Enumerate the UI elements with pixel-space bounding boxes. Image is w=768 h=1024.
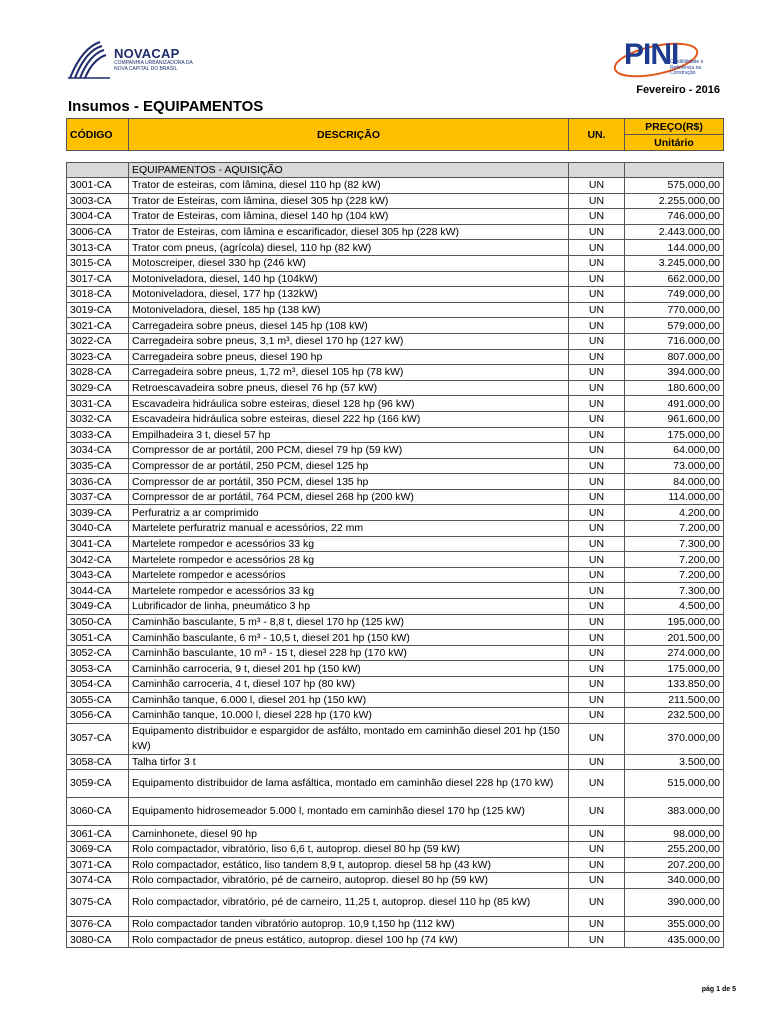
- row-description: Caminhão tanque, 6.000 l, diesel 201 hp (150 kW): [129, 692, 569, 708]
- table-row: [67, 224, 724, 240]
- table-row: [67, 770, 724, 798]
- row-price: 3.245.000,00: [625, 255, 724, 271]
- row-unit: UN: [569, 209, 625, 225]
- table-row: [67, 841, 724, 857]
- row-code: 3036-CA: [67, 474, 129, 490]
- row-description: Rolo compactador, vibratório, pé de carneiro, 11,25 t, autoprop. diesel 110 hp (85 kW): [129, 888, 569, 916]
- row-price: 4.200,00: [625, 505, 724, 521]
- row-price: 255.200,00: [625, 841, 724, 857]
- table-row: [67, 723, 724, 754]
- table-row: [67, 645, 724, 661]
- pini-subtitle: Credibilidade e Referência na Construção: [670, 59, 704, 76]
- row-description: Carregadeira sobre pneus, diesel 145 hp (108 kW): [129, 318, 569, 334]
- row-unit: UN: [569, 333, 625, 349]
- table-row: [67, 380, 724, 396]
- row-code: 3050-CA: [67, 614, 129, 630]
- table-row: [67, 302, 724, 318]
- row-unit: UN: [569, 708, 625, 724]
- table-row: [67, 411, 724, 427]
- table-row: [67, 677, 724, 693]
- header-code: CÓDIGO: [67, 119, 129, 151]
- row-price: 7.300,00: [625, 536, 724, 552]
- row-price: 435.000,00: [625, 932, 724, 948]
- table-row: [67, 888, 724, 916]
- table-row: [67, 474, 724, 490]
- header-price-unit: Unitário: [625, 135, 724, 151]
- row-code: 3021-CA: [67, 318, 129, 334]
- row-unit: UN: [569, 536, 625, 552]
- section-row: [67, 163, 724, 178]
- table-row: [67, 458, 724, 474]
- row-code: 3069-CA: [67, 841, 129, 857]
- table-row: [67, 754, 724, 770]
- row-description: Carregadeira sobre pneus, diesel 190 hp: [129, 349, 569, 365]
- row-description: Motoscreiper, diesel 330 hp (246 kW): [129, 255, 569, 271]
- row-price: 961.600,00: [625, 411, 724, 427]
- row-price: 73.000,00: [625, 458, 724, 474]
- row-price: 770.000,00: [625, 302, 724, 318]
- row-description: Trator de esteiras, com lâmina, diesel 110 hp (82 kW): [129, 178, 569, 194]
- row-code: 3055-CA: [67, 692, 129, 708]
- row-code: 3017-CA: [67, 271, 129, 287]
- row-price: 211.500,00: [625, 692, 724, 708]
- row-description: Retroescavadeira sobre pneus, diesel 76 hp (57 kW): [129, 380, 569, 396]
- row-code: 3006-CA: [67, 224, 129, 240]
- row-description: Caminhão basculante, 6 m³ - 10,5 t, diesel 201 hp (150 kW): [129, 630, 569, 646]
- header-price: PREÇO(R$): [625, 119, 724, 135]
- row-code: 3071-CA: [67, 857, 129, 873]
- row-code: 3060-CA: [67, 798, 129, 826]
- row-price: 746.000,00: [625, 209, 724, 225]
- row-unit: UN: [569, 224, 625, 240]
- row-unit: UN: [569, 873, 625, 889]
- row-unit: UN: [569, 723, 625, 754]
- row-code: 3049-CA: [67, 599, 129, 615]
- novacap-logo: [66, 38, 206, 82]
- row-price: 232.500,00: [625, 708, 724, 724]
- row-unit: UN: [569, 474, 625, 490]
- row-price: 7.200,00: [625, 567, 724, 583]
- row-unit: UN: [569, 552, 625, 568]
- row-unit: UN: [569, 365, 625, 381]
- row-description: Caminhão carroceria, 4 t, diesel 107 hp (80 kW): [129, 677, 569, 693]
- row-unit: UN: [569, 458, 625, 474]
- table-row: [67, 630, 724, 646]
- row-price: 133.850,00: [625, 677, 724, 693]
- table-row: [67, 209, 724, 225]
- row-description: Compressor de ar portátil, 350 PCM, diesel 135 hp: [129, 474, 569, 490]
- row-description: Caminhão carroceria, 9 t, diesel 201 hp (150 kW): [129, 661, 569, 677]
- row-code: 3031-CA: [67, 396, 129, 412]
- row-code: 3028-CA: [67, 365, 129, 381]
- row-price: 370.000,00: [625, 723, 724, 754]
- row-unit: UN: [569, 396, 625, 412]
- row-code: 3015-CA: [67, 255, 129, 271]
- row-description: Trator de Esteiras, com lâmina, diesel 305 hp (228 kW): [129, 193, 569, 209]
- row-description: Motoniveladora, diesel, 177 hp (132kW): [129, 287, 569, 303]
- row-unit: UN: [569, 287, 625, 303]
- row-unit: UN: [569, 567, 625, 583]
- table-row: [67, 614, 724, 630]
- row-code: 3075-CA: [67, 888, 129, 916]
- table-row: [67, 692, 724, 708]
- row-code: 3019-CA: [67, 302, 129, 318]
- header-description: DESCRIÇÃO: [129, 119, 569, 151]
- row-code: 3023-CA: [67, 349, 129, 365]
- row-price: 807.000,00: [625, 349, 724, 365]
- row-code: 3040-CA: [67, 521, 129, 537]
- price-table: [66, 118, 724, 948]
- row-description: Martelete rompedor e acessórios 33 kg: [129, 536, 569, 552]
- row-description: Escavadeira hidráulica sobre esteiras, diesel 128 hp (96 kW): [129, 396, 569, 412]
- row-unit: UN: [569, 489, 625, 505]
- row-code: 3074-CA: [67, 873, 129, 889]
- row-code: 3041-CA: [67, 536, 129, 552]
- novacap-emblem-icon: [66, 38, 112, 82]
- row-price: 515.000,00: [625, 770, 724, 798]
- row-description: Carregadeira sobre pneus, 3,1 m³, diesel 170 hp (127 kW): [129, 333, 569, 349]
- row-unit: UN: [569, 770, 625, 798]
- row-unit: UN: [569, 932, 625, 948]
- row-unit: UN: [569, 888, 625, 916]
- row-unit: UN: [569, 645, 625, 661]
- row-price: 180.600,00: [625, 380, 724, 396]
- row-description: Perfuratriz a ar comprimido: [129, 505, 569, 521]
- table-row: [67, 521, 724, 537]
- table-row: [67, 916, 724, 932]
- row-price: 7.200,00: [625, 521, 724, 537]
- row-description: Compressor de ar portátil, 764 PCM, diesel 268 hp (200 kW): [129, 489, 569, 505]
- row-unit: UN: [569, 857, 625, 873]
- table-row: [67, 826, 724, 842]
- row-price: 274.000,00: [625, 645, 724, 661]
- row-description: Martelete rompedor e acessórios: [129, 567, 569, 583]
- row-code: 3013-CA: [67, 240, 129, 256]
- row-description: Trator de Esteiras, com lâmina e escarificador, diesel 305 hp (228 kW): [129, 224, 569, 240]
- row-price: 2.255.000,00: [625, 193, 724, 209]
- table-row: [67, 396, 724, 412]
- row-price: 2.443.000,00: [625, 224, 724, 240]
- row-price: 355.000,00: [625, 916, 724, 932]
- row-description: Trator com pneus, (agrícola) diesel, 110 hp (82 kW): [129, 240, 569, 256]
- row-unit: UN: [569, 841, 625, 857]
- row-unit: UN: [569, 302, 625, 318]
- table-row: [67, 287, 724, 303]
- table-row: [67, 708, 724, 724]
- row-code: 3051-CA: [67, 630, 129, 646]
- row-description: Caminhão tanque, 10.000 l, diesel 228 hp (170 kW): [129, 708, 569, 724]
- header-unit: UN.: [569, 119, 625, 151]
- table-row: [67, 567, 724, 583]
- page-title: Insumos - EQUIPAMENTOS: [68, 98, 264, 115]
- row-description: Equipamento distribuidor e espargidor de asfálto, montado em caminhão diesel 201 hp (150 kW): [129, 723, 569, 754]
- table-row: [67, 661, 724, 677]
- row-code: 3052-CA: [67, 645, 129, 661]
- row-price: 114.000,00: [625, 489, 724, 505]
- table-row: [67, 178, 724, 194]
- row-unit: UN: [569, 349, 625, 365]
- row-unit: UN: [569, 193, 625, 209]
- row-description: Caminhão basculante, 10 m³ - 15 t, diesel 228 hp (170 kW): [129, 645, 569, 661]
- row-description: Equipamento hidrosemeador 5.000 l, montado em caminhão diesel 170 hp (125 kW): [129, 798, 569, 826]
- row-price: 98.000,00: [625, 826, 724, 842]
- row-price: 716.000,00: [625, 333, 724, 349]
- novacap-subtitle: COMPANHIA URBANIZADORA DA NOVA CAPITAL DO BRASIL: [114, 60, 193, 72]
- row-code: 3061-CA: [67, 826, 129, 842]
- row-price: 579.000,00: [625, 318, 724, 334]
- table-row: [67, 240, 724, 256]
- row-code: 3037-CA: [67, 489, 129, 505]
- row-price: 383.000,00: [625, 798, 724, 826]
- row-unit: UN: [569, 240, 625, 256]
- row-code: 3035-CA: [67, 458, 129, 474]
- table-row: [67, 427, 724, 443]
- table-row: [67, 349, 724, 365]
- row-code: 3018-CA: [67, 287, 129, 303]
- row-price: 3.500,00: [625, 754, 724, 770]
- section-title: EQUIPAMENTOS - AQUISIÇÃO: [129, 163, 569, 178]
- row-description: Rolo compactador tanden vibratório autoprop. 10,9 t,150 hp (112 kW): [129, 916, 569, 932]
- page-number: pág 1 de 5: [701, 986, 736, 993]
- table-row: [67, 193, 724, 209]
- row-price: 201.500,00: [625, 630, 724, 646]
- row-price: 662.000,00: [625, 271, 724, 287]
- row-unit: UN: [569, 916, 625, 932]
- row-unit: UN: [569, 271, 625, 287]
- row-unit: UN: [569, 427, 625, 443]
- table-row: [67, 271, 724, 287]
- table-row: [67, 536, 724, 552]
- row-code: 3039-CA: [67, 505, 129, 521]
- row-price: 175.000,00: [625, 661, 724, 677]
- row-description: Compressor de ar portátil, 200 PCM, diesel 79 hp (59 kW): [129, 443, 569, 459]
- row-description: Motoniveladora, diesel, 185 hp (138 kW): [129, 302, 569, 318]
- row-unit: UN: [569, 380, 625, 396]
- row-description: Rolo compactador, estático, liso tandem 8,9 t, autoprop. diesel 58 hp (43 kW): [129, 857, 569, 873]
- row-code: 3059-CA: [67, 770, 129, 798]
- table-row: [67, 255, 724, 271]
- pini-logo: [612, 34, 722, 82]
- row-price: 575.000,00: [625, 178, 724, 194]
- row-price: 175.000,00: [625, 427, 724, 443]
- row-description: Compressor de ar portátil, 250 PCM, diesel 125 hp: [129, 458, 569, 474]
- row-description: Rolo compactador de pneus estático, autoprop. diesel 100 hp (74 kW): [129, 932, 569, 948]
- row-price: 64.000,00: [625, 443, 724, 459]
- row-price: 84.000,00: [625, 474, 724, 490]
- row-price: 207.200,00: [625, 857, 724, 873]
- row-code: 3043-CA: [67, 567, 129, 583]
- table-row: [67, 873, 724, 889]
- row-code: 3001-CA: [67, 178, 129, 194]
- row-code: 3032-CA: [67, 411, 129, 427]
- row-description: Trator de Esteiras, com lâmina, diesel 140 hp (104 kW): [129, 209, 569, 225]
- table-row: [67, 552, 724, 568]
- row-code: 3054-CA: [67, 677, 129, 693]
- row-unit: UN: [569, 411, 625, 427]
- row-description: Martelete rompedor e acessórios 33 kg: [129, 583, 569, 599]
- table-row: [67, 318, 724, 334]
- row-code: 3003-CA: [67, 193, 129, 209]
- row-unit: UN: [569, 318, 625, 334]
- row-unit: UN: [569, 692, 625, 708]
- row-unit: UN: [569, 443, 625, 459]
- row-description: Escavadeira hidráulica sobre esteiras, diesel 222 hp (166 kW): [129, 411, 569, 427]
- row-unit: UN: [569, 583, 625, 599]
- row-price: 144.000,00: [625, 240, 724, 256]
- row-price: 394.000,00: [625, 365, 724, 381]
- row-code: 3076-CA: [67, 916, 129, 932]
- row-code: 3022-CA: [67, 333, 129, 349]
- row-unit: UN: [569, 826, 625, 842]
- table-row: [67, 489, 724, 505]
- row-description: Martelete rompedor e acessórios 28 kg: [129, 552, 569, 568]
- table-row: [67, 443, 724, 459]
- row-unit: UN: [569, 677, 625, 693]
- row-description: Martelete perfuratriz manual e acessórios, 22 mm: [129, 521, 569, 537]
- row-price: 195.000,00: [625, 614, 724, 630]
- row-price: 340.000,00: [625, 873, 724, 889]
- row-unit: UN: [569, 505, 625, 521]
- table-row: [67, 505, 724, 521]
- row-code: 3044-CA: [67, 583, 129, 599]
- report-date: Fevereiro - 2016: [636, 84, 720, 96]
- row-description: Equipamento distribuidor de lama asfáltica, montado em caminhão diesel 228 hp (170 kW): [129, 770, 569, 798]
- table-row: [67, 798, 724, 826]
- row-description: Carregadeira sobre pneus, 1,72 m³, diesel 105 hp (78 kW): [129, 365, 569, 381]
- row-code: 3058-CA: [67, 754, 129, 770]
- row-code: 3056-CA: [67, 708, 129, 724]
- table-row: [67, 365, 724, 381]
- pini-name: PINI: [624, 38, 679, 71]
- row-price: 390.000,00: [625, 888, 724, 916]
- row-unit: UN: [569, 599, 625, 615]
- row-unit: UN: [569, 521, 625, 537]
- row-description: Talha tirfor 3 t: [129, 754, 569, 770]
- row-code: 3033-CA: [67, 427, 129, 443]
- row-code: 3029-CA: [67, 380, 129, 396]
- row-unit: UN: [569, 798, 625, 826]
- row-price: 7.200,00: [625, 552, 724, 568]
- row-code: 3080-CA: [67, 932, 129, 948]
- row-unit: UN: [569, 255, 625, 271]
- table-row: [67, 857, 724, 873]
- row-unit: UN: [569, 178, 625, 194]
- table-row: [67, 599, 724, 615]
- row-price: 4.500,00: [625, 599, 724, 615]
- row-code: 3034-CA: [67, 443, 129, 459]
- row-price: 491.000,00: [625, 396, 724, 412]
- row-code: 3042-CA: [67, 552, 129, 568]
- row-unit: UN: [569, 614, 625, 630]
- row-description: Caminhonete, diesel 90 hp: [129, 826, 569, 842]
- row-price: 749.000,00: [625, 287, 724, 303]
- row-unit: UN: [569, 754, 625, 770]
- table-row: [67, 583, 724, 599]
- row-description: Motoniveladora, diesel, 140 hp (104kW): [129, 271, 569, 287]
- row-description: Caminhão basculante, 5 m³ - 8,8 t, diesel 170 hp (125 kW): [129, 614, 569, 630]
- row-unit: UN: [569, 661, 625, 677]
- row-description: Empilhadeira 3 t, diesel 57 hp: [129, 427, 569, 443]
- row-unit: UN: [569, 630, 625, 646]
- row-description: Lubrificador de linha, pneumático 3 hp: [129, 599, 569, 615]
- table-row: [67, 333, 724, 349]
- novacap-name: NOVACAP: [114, 46, 180, 61]
- table-row: [67, 932, 724, 948]
- row-code: 3004-CA: [67, 209, 129, 225]
- row-description: Rolo compactador, vibratório, liso 6,6 t, autoprop. diesel 80 hp (59 kW): [129, 841, 569, 857]
- row-price: 7.300,00: [625, 583, 724, 599]
- row-code: 3057-CA: [67, 723, 129, 754]
- row-code: 3053-CA: [67, 661, 129, 677]
- row-description: Rolo compactador, vibratório, pé de carneiro, autoprop. diesel 80 hp (59 kW): [129, 873, 569, 889]
